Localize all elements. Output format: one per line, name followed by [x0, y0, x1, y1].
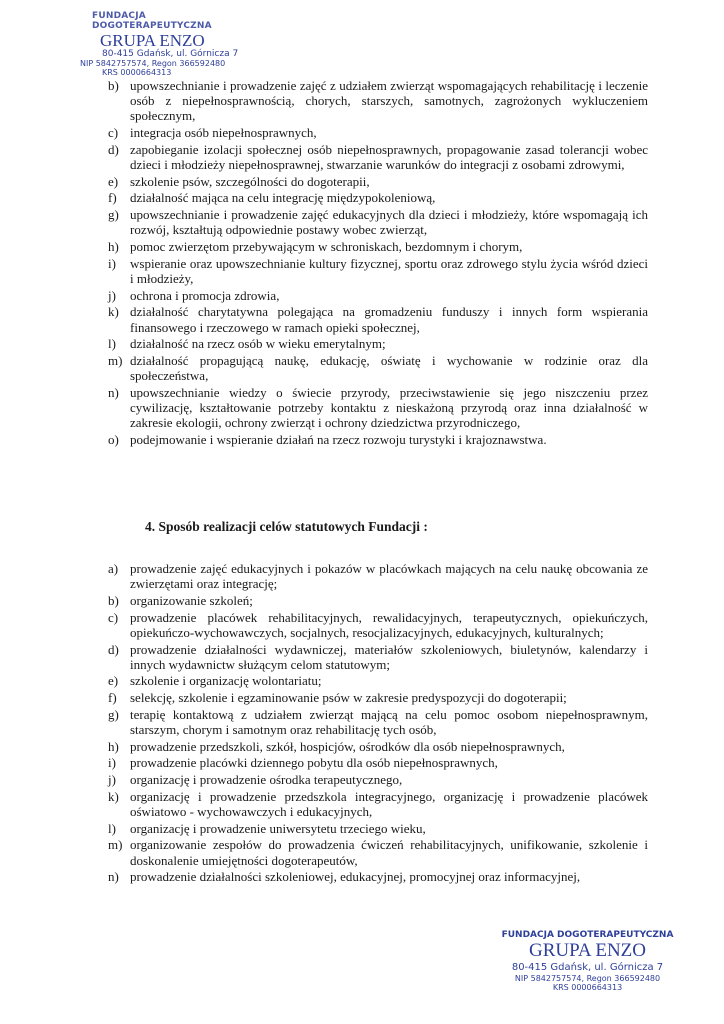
realization-methods-list: [108, 561, 648, 886]
list-item-text: selekcję, szkolenie i egzaminowanie psów w zakresie predyspozycji do dogoterapii;: [130, 690, 567, 706]
list-item: [108, 174, 648, 189]
section-4-heading: 4. Sposób realizacji celów statutowych Fundacji :: [145, 519, 428, 534]
list-item-text: szkolenie i organizację wolontariatu;: [130, 673, 322, 689]
list-item: [108, 772, 648, 787]
stamp-bottom-line2: GRUPA ENZO: [528, 940, 646, 962]
list-item-letter: j): [108, 287, 116, 303]
list-item-letter: c): [108, 609, 119, 625]
list-item-text: organizację i prowadzenie ośrodka terapeutycznego,: [130, 772, 403, 788]
list-item-text: prowadzenie działalności wydawniczej, materiałów szkoleniowych, biuletynów, kalendarzy i innych wydawnictw służącym celom statutowym;: [130, 641, 648, 672]
list-item-text: organizowanie zespołów do prowadzenia ćwiczeń rehabilitacyjnych, unifikowanie, szkolenie i doskonalenie umiejętności dogoterapeutów,: [130, 837, 648, 868]
list-item: [108, 739, 648, 754]
list-item: [108, 432, 648, 447]
list-item-text: działalność propagującą naukę, edukację, oświatę i wychowanie w rodzinie oraz dla społeczeństwa,: [130, 352, 648, 384]
list-item: [108, 610, 648, 640]
stamp-bottom-line5: KRS 0000664313: [552, 982, 623, 992]
list-item-text: organizację i prowadzenie uniwersytetu trzeciego wieku,: [130, 820, 426, 836]
list-item-text: pomoc zwierzętom przebywającym w schroniskach, bezdomnym i chorym,: [130, 239, 523, 255]
list-item: [108, 755, 648, 770]
list-item-letter: f): [108, 190, 117, 206]
list-item-letter: l): [108, 820, 116, 836]
list-item-letter: b): [108, 592, 119, 608]
list-item-letter: h): [108, 239, 119, 255]
list-item: [108, 239, 648, 254]
list-item-letter: m): [108, 837, 123, 853]
list-item-text: upowszechnianie wiedzy o świecie przyrody, przeciwstawienie się jego niszczeniu przez cywilizację, kształtowanie potrzeby kontaktu z nieskażoną przyrodą oraz inna działalność w zakresie ekologii, ochrony zwierząt i ochrony dziedzictwa przyrodniczego,: [130, 384, 648, 431]
list-item-letter: i): [108, 255, 116, 271]
list-item: [108, 821, 648, 836]
stamp-top-line3: 80-415 Gdańsk, ul. Górnicza 7: [102, 49, 239, 60]
list-item-text: upowszechnianie i prowadzenie zajęć z udziałem zwierząt wspomagających rehabilitację i leczenie osób z niepełnosprawnością, chorych, starszych, samotnych, zagrożonych wykluczeniem społecznym,: [130, 78, 648, 124]
list-item-letter: h): [108, 738, 119, 754]
list-item-text: prowadzenie zajęć edukacyjnych i pokazów w placówkach mających na celu naukę obcowania ze zwierzętami oraz integrację;: [130, 561, 648, 592]
list-item-text: działalność mająca na celu integrację międzypokoleniową,: [130, 190, 436, 206]
list-item-letter: c): [108, 125, 119, 141]
list-item-letter: e): [108, 173, 119, 189]
list-item: [108, 190, 648, 205]
list-item: [108, 561, 648, 591]
foundation-stamp-top: [60, 12, 260, 78]
list-item: [108, 336, 648, 351]
stamp-top-line2: GRUPA ENZO: [100, 30, 205, 50]
list-item: [108, 673, 648, 688]
list-item: [108, 304, 648, 334]
list-item-text: prowadzenie działalności szkoleniowej, edukacyjnej, promocyjnej oraz informacyjnej,: [130, 869, 581, 885]
list-item: [108, 690, 648, 705]
list-item-text: działalność charytatywna polegająca na gromadzeniu funduszy i innych form wspierania finansowego i rzeczowego w ramach opieki społecznej,: [130, 304, 648, 335]
list-item-letter: m): [108, 352, 123, 368]
stamp-bottom-line4: NIP 5842757574, Regon 366592480: [514, 973, 661, 983]
list-item: [108, 789, 648, 819]
list-item: [108, 869, 648, 884]
list-item: [108, 207, 648, 237]
foundation-stamp-bottom: [480, 930, 695, 992]
list-item-letter: b): [108, 78, 119, 93]
list-item-letter: d): [108, 141, 119, 157]
list-item: [108, 642, 648, 672]
list-item-letter: i): [108, 755, 116, 771]
list-item-letter: l): [108, 336, 116, 352]
list-item-letter: e): [108, 673, 119, 689]
statutory-goals-list: [108, 78, 648, 449]
list-item-text: podejmowanie i wspieranie działań na rzecz rozwoju turystyki i krajoznawstwa.: [130, 431, 547, 447]
list-item-letter: n): [108, 869, 119, 885]
list-item-text: terapię kontaktową z udziałem zwierząt mającą na celu pomoc osobom niepełnosprawnym, starszym, chorym i samotnym oraz rehabilitację tych osób,: [130, 706, 648, 738]
list-item-text: szkolenie psów, szczególności do dogoterapii,: [130, 173, 370, 189]
list-item-letter: d): [108, 641, 119, 657]
list-item: [108, 288, 648, 303]
list-item-letter: o): [108, 431, 119, 447]
list-item-letter: k): [108, 788, 119, 804]
list-item-letter: a): [108, 561, 119, 576]
list-item: [108, 707, 648, 737]
list-item-text: prowadzenie placówek rehabilitacyjnych, rewalidacyjnych, terapeutycznych, opiekuńczych, opiekuńczo-wychowawczych, socjalnych, resocjalizacyjnych, edukacyjnych, kulturalnych;: [130, 609, 648, 640]
list-item: [108, 385, 648, 431]
list-item-letter: f): [108, 690, 117, 706]
list-item: [108, 142, 648, 172]
list-item: [108, 837, 648, 867]
list-item: [108, 353, 648, 383]
list-item: [108, 78, 648, 124]
stamp-bottom-line3: 80-415 Gdańsk, ul. Górnicza 7: [511, 962, 664, 974]
list-item-letter: j): [108, 772, 116, 788]
stamp-bottom-line1: FUNDACJA DOGOTERAPEUTYCZNA: [501, 930, 674, 940]
list-item-text: integracja osób niepełnosprawnych,: [130, 125, 317, 141]
list-item-text: zapobieganie izolacji społecznej osób niepełnosprawnych, propagowanie zasad tolerancji wobec dzieci i młodzieży niepełnosprawnej, stwarzanie warunków do integracji z osobami zdrowymi,: [130, 141, 648, 173]
list-item-text: ochrona i promocja zdrowia,: [130, 287, 280, 303]
stamp-top-line5: KRS 0000664313: [102, 68, 172, 78]
list-item-text: prowadzenie przedszkoli, szkół, hospicjów, ośrodków dla osób niepełnosprawnych,: [130, 738, 565, 754]
list-item: [108, 593, 648, 608]
stamp-top-line1: FUNDACJA DOGOTERAPEUTYCZNA: [92, 11, 212, 31]
list-item-text: organizację i prowadzenie przedszkola integracyjnego, organizację i prowadzenie placówek oświatowo - wychowawczych i edukacyjnych,: [130, 788, 648, 820]
list-item-text: prowadzenie placówki dziennego pobytu dla osób niepełnosprawnych,: [130, 755, 498, 771]
list-item-letter: n): [108, 384, 119, 400]
list-item-text: organizowanie szkoleń;: [130, 592, 253, 608]
list-item-letter: g): [108, 706, 119, 722]
list-item-letter: k): [108, 304, 119, 320]
list-item-text: działalność na rzecz osób w wieku emerytalnym;: [130, 336, 386, 352]
list-item-text: upowszechnianie i prowadzenie zajęć edukacyjnych dla dzieci i młodzieży, które wspomagają ich rozwój, kształtują odpowiednie postawy wobec zwierząt,: [130, 207, 648, 238]
list-item: [108, 256, 648, 286]
list-item-text: wspieranie oraz upowszechnianie kultury fizycznej, sportu oraz zdrowego stylu życia wśród dzieci i młodzieży,: [130, 255, 648, 286]
list-item-letter: g): [108, 207, 119, 223]
list-item: [108, 125, 648, 140]
stamp-top-line4: NIP 5842757574, Regon 366592480: [80, 59, 226, 69]
